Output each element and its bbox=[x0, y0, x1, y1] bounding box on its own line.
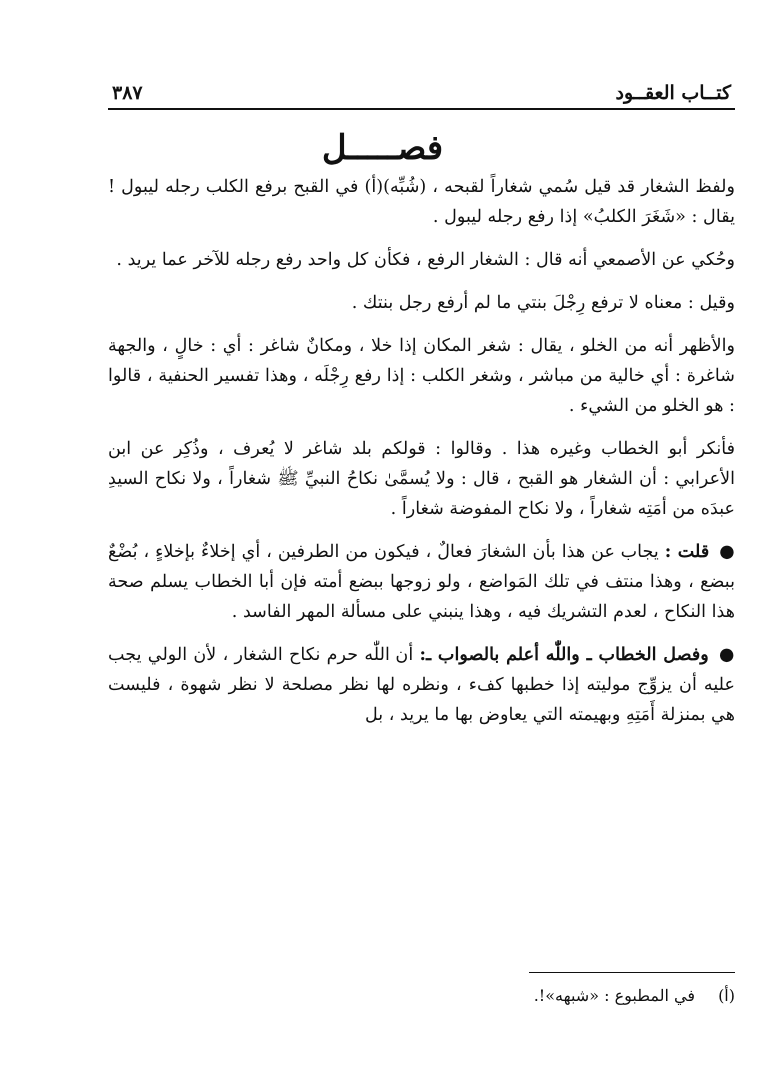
paragraph-text: ولفظ الشغار قد قيل سُمي شغاراً لقبحه ، (شُبِّه)(أ) في القبح برفع الكلب رجله ليبول ! يقال : «شَغَرَ الكلبُ» إذا رفع رجله ليبول . bbox=[108, 177, 735, 227]
paragraph-lead: وفصل الخطاب ـ واللّٰه أعلم بالصواب ـ: bbox=[419, 644, 709, 665]
footnote-marker: (أ) bbox=[718, 986, 735, 1005]
bullet-icon: ● bbox=[718, 644, 735, 665]
paragraph-text: يجاب عن هذا بأن الشغارَ فعالٌ ، فيكون من الطرفين ، أي إخلاءٌ بإخلاءٍ ، بُضْعٌ ببضع ، وهذا منتف في تلك المَواضع ، ولو زوجها ببضع أمته فإن أبا الخطاب يسلم صحة هذا النكاح ، لعدم التشريك فيه ، وهذا ينبني على مسألة المهر الفاسد . bbox=[108, 542, 735, 622]
paragraph-7 bbox=[108, 640, 735, 730]
footnote-text: في المطبوع : «شبهه»!. bbox=[533, 986, 695, 1005]
paragraph-text: وحُكي عن الأصمعي أنه قال : الشغار الرفع ، فكأن كل واحد رفع رجله للآخر عما يريد . bbox=[116, 250, 735, 270]
page-number: ٣٨٧ bbox=[112, 82, 143, 104]
page-header bbox=[108, 70, 735, 110]
paragraph-6 bbox=[108, 537, 735, 627]
paragraph-5 bbox=[108, 434, 735, 524]
paragraph-lead: قلت : bbox=[664, 541, 710, 562]
paragraph-4 bbox=[108, 331, 735, 421]
paragraph-text: وقيل : معناه لا ترفع رِجْلَ بنتي ما لم أرفع رجل بنتك . bbox=[351, 293, 735, 313]
paragraph-text: أن اللّٰه حرم نكاح الشغار ، لأن الولي يجب عليه أن يزوِّج موليته إذا خطبها كفء ، ونظره لها نظر مصلحة لا نظر شهوة ، فليست هي بمنزلة أَمَتِهِ وبهيمته التي يعاوض بها ما يريد ، بل bbox=[108, 645, 735, 725]
section-title: فصـــــل bbox=[321, 128, 444, 168]
running-title: كتــاب العقــود bbox=[615, 82, 731, 104]
paragraph-3 bbox=[108, 288, 735, 318]
paragraph-text: والأظهر أنه من الخلو ، يقال : شغر المكان إذا خلا ، ومكانٌ شاغر : أي : خالٍ ، والجهة شاغرة : أي خالية من مباشر ، وشغر الكلب : إذا رفع رِجْلَه ، وهذا تفسير الحنفية ، قالوا : هو الخلو من الشيء . bbox=[108, 336, 735, 416]
paragraph-1 bbox=[108, 172, 735, 232]
footnote bbox=[108, 984, 735, 1008]
footnote-separator bbox=[529, 972, 735, 973]
paragraph-2 bbox=[108, 245, 735, 275]
paragraph-text: فأنكر أبو الخطاب وغيره هذا . وقالوا : قولكم بلد شاغر لا يُعرف ، وذُكِر عن ابن الأعرابي : أن الشغار هو القبح ، قال : ولا يُسمَّىٰ نكاحُ النبيِّ ﷺ شغاراً ، ولا نكاح السيدِ عبدَه من أمَتِه شغاراً ، ولا نكاح المفوضة شغاراً . bbox=[108, 439, 735, 519]
bullet-icon: ● bbox=[719, 541, 735, 562]
main-text bbox=[108, 172, 735, 743]
